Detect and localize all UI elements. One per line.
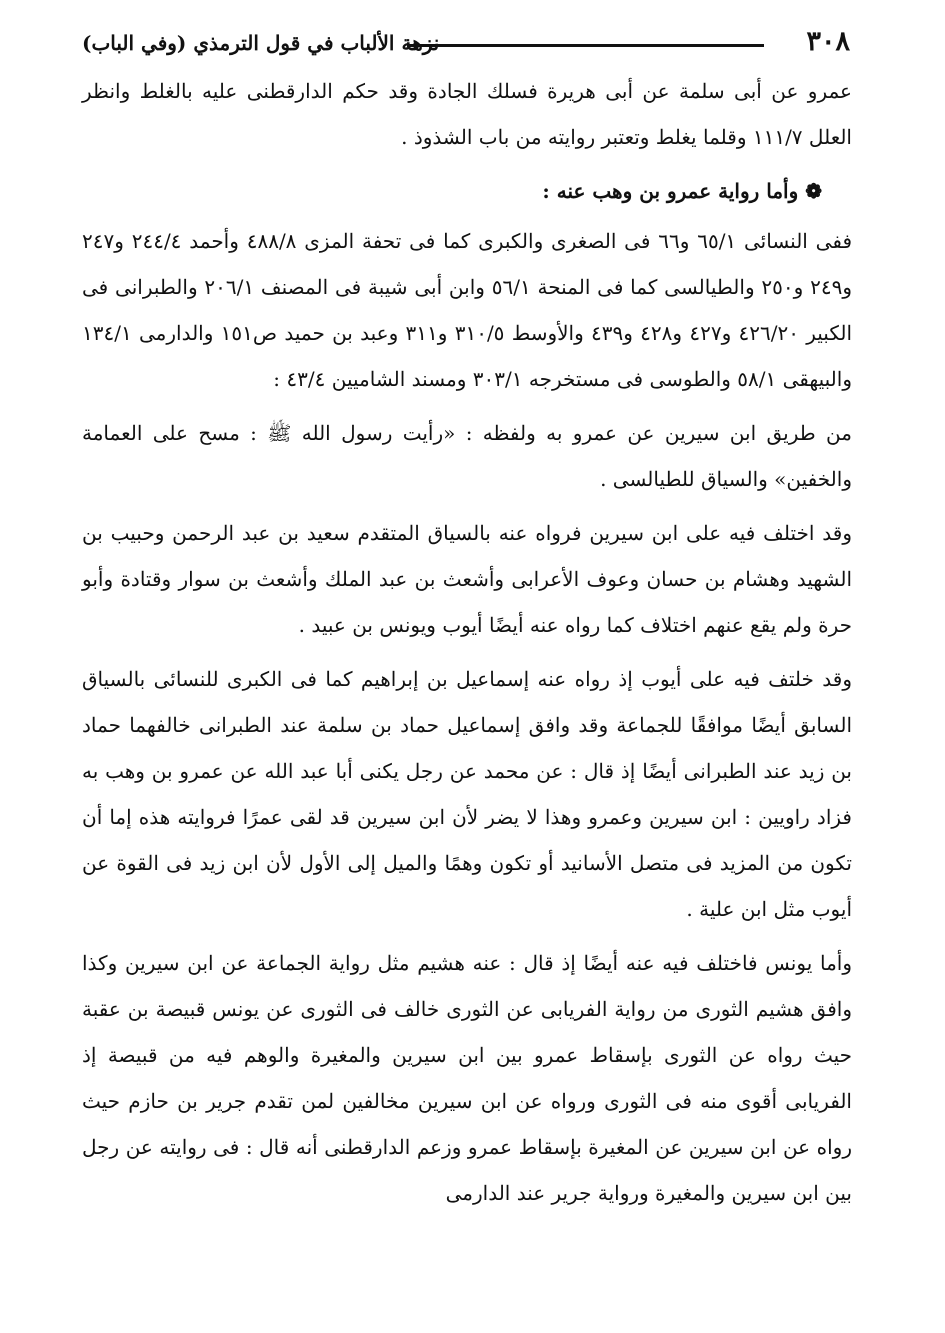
running-title: نزهة الألباب في قول الترمذي (وفي الباب) [82, 31, 440, 55]
page-header [82, 22, 852, 68]
paragraph-hadith-text: من طريق ابن سيرين عن عمرو به ولفظه : «رأيت رسول الله ﷺ : مسح على العمامة والخفين» والسياق للطيالسى . [82, 421, 852, 491]
paragraph-continuation: عمرو عن أبى سلمة عن أبى هريرة فسلك الجادة وقد حكم الدارقطنى عليه بالغلط وانظر العلل ١١١/٧ وقلما يغلط وتعتبر روايته من باب الشذوذ . [82, 79, 852, 149]
paragraph-ayyub: وقد خلتف فيه على أيوب إذ رواه عنه إسماعيل بن إبراهيم كما فى الكبرى للنسائى بالسياق السابق أيضًا موافقًا للجماعة وقد وافق إسماعيل حماد بن سلمة عند الطبرانى خالفهما حماد بن زيد عند الطبرانى أيضًا إذ قال : عن محمد عن رجل يكنى أبا عبد الله عن عمرو بن وهب به فزاد راويين : ابن سيرين وعمرو وهذا لا يضر لأن ابن سيرين قد لقى عمرًا فروايته هذه إما أن تكون من المزيد فى متصل الأسانيد أو تكون وهمًا والميل إلى الأول لأن ابن زيد فى القوة عن أيوب مثل ابن علية . [82, 667, 853, 921]
paragraph-sources: ففى النسائى ٦٥/١ و٦٦ فى الصغرى والكبرى كما فى تحفة المزى ٤٨٨/٨ وأحمد ٢٤٤/٤ و٢٤٧ و٢٤٩ و٢٥٠ والطيالسى كما فى المنحة ٥٦/١ وابن أبى شيبة فى المصنف ٢٠٦/١ والطبرانى فى الكبير ٤٢٦/٢٠ و٤٢٧ و٤٢٨ و٤٣٩ والأوسط ٣١٠/٥ و٣١١ وعبد بن حميد ص١٥١ والدارمى ١٣٤/١ والبيهقى ٥٨/١ والطوسى فى مستخرجه ٣٠٣/١ ومسند الشاميين ٤٣/٤ : [82, 229, 853, 391]
section-heading: ❁ وأما رواية عمرو بن وهب عنه : [542, 179, 822, 203]
paragraph-yunus: وأما يونس فاختلف فيه عنه أيضًا إذ قال : عنه هشيم مثل رواية الجماعة عن ابن سيرين وكذا وافق هشيم الثورى من رواية الفريابى عن الثورى خالف فى الثورى عن يونس قبيصة بن عقبة حيث رواه عن الثورى بإسقاط عمرو بين ابن سيرين والمغيرة والوهم فيه من قبيصة إذ الفريابى أقوى منه فى الثورى ورواه عن ابن سيرين مخالفين لمن تقدم جرير بن حازم حيث رواه عن ابن سيرين عن المغيرة بإسقاط عمرو وزعم الدارقطنى أنه قال : فى روايته عن رجل بين ابن سيرين والمغيرة ورواية جرير عند الدارمى [82, 951, 852, 1205]
page-body [82, 68, 852, 1216]
header-rule [407, 44, 764, 47]
paragraph-ibn-sirin: وقد اختلف فيه على ابن سيرين فرواه عنه بالسياق المتقدم سعيد بن عبد الرحمن وحبيب بن الشهيد وهشام بن حسان وعوف الأعرابى وأشعث بن عبد الملك وأشعث بن سوار وقتادة وأبو حرة ولم يقع عنهم اختلاف كما رواه عنه أيضًا أيوب ويونس بن عبيد . [82, 521, 852, 637]
page-number: ٣٠٨ [806, 26, 850, 57]
book-page [82, 22, 852, 1224]
